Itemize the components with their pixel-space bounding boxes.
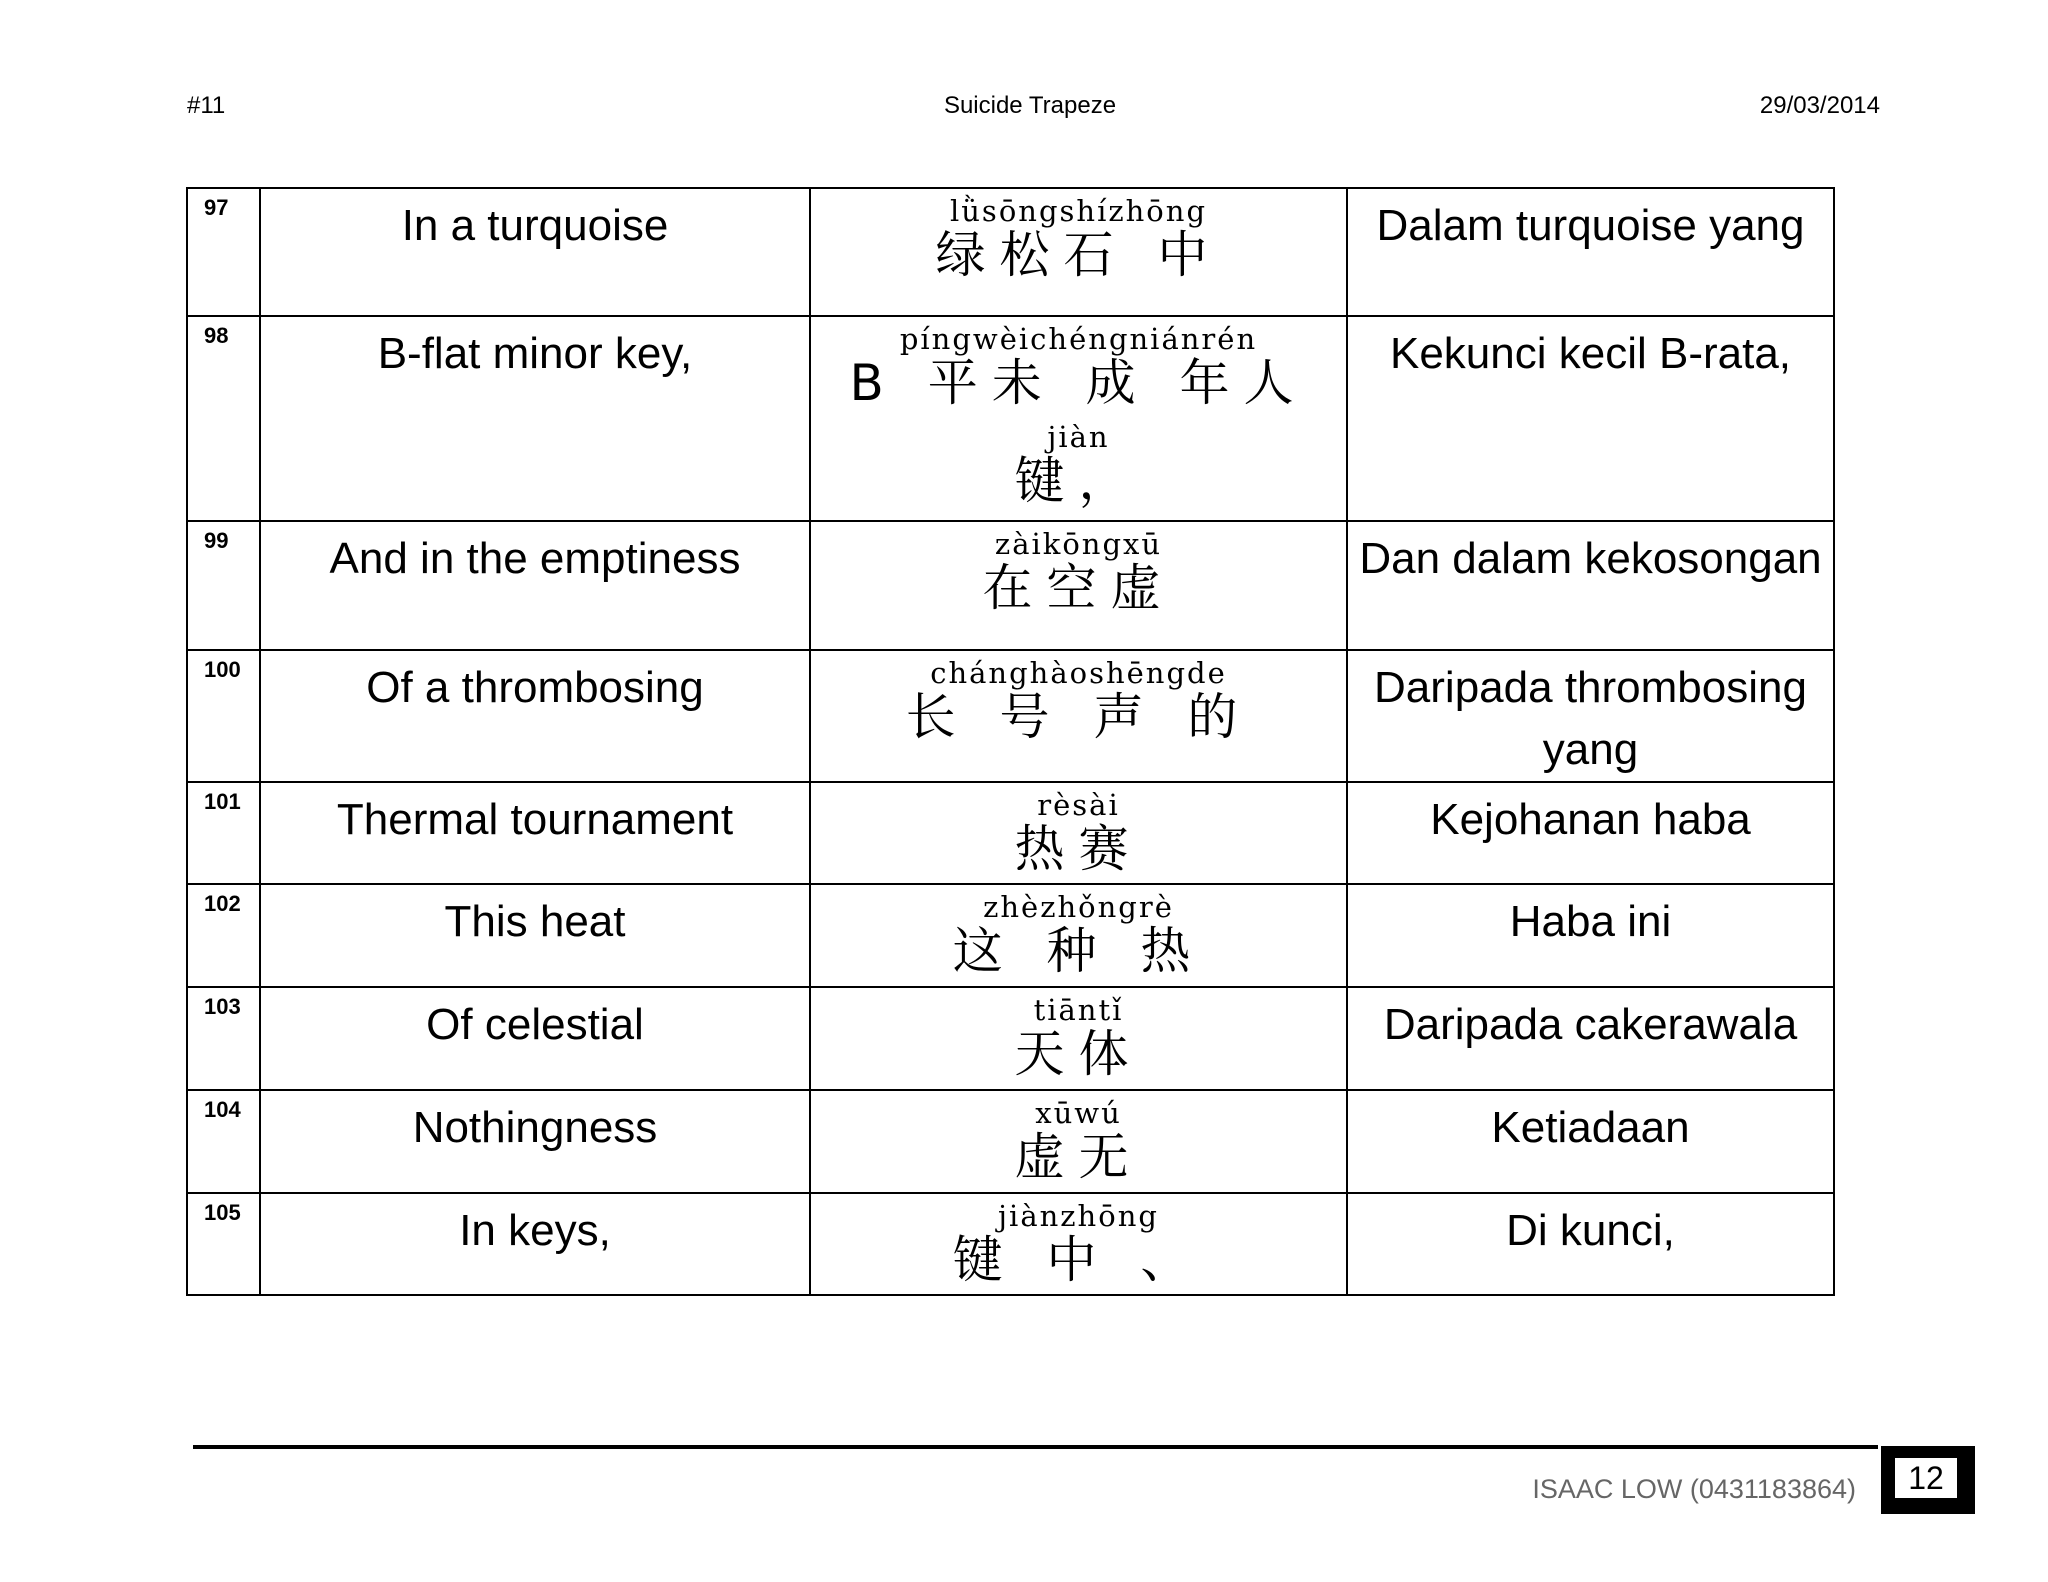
pinyin-text: píngwèichéngniánrén [899,322,1258,356]
chinese-line [810,987,1347,1090]
table-row [187,1193,1834,1295]
pinyin-text: xūwú [1035,1096,1122,1130]
hanzi-text: 在空虚 [982,559,1175,617]
malay-line: Daripada cakerawala [1347,987,1834,1090]
malay-line: Haba ini [1347,884,1834,987]
header-title: Suicide Trapeze [943,92,1117,119]
table-row [187,316,1834,521]
pinyin-text: rèsài [1037,788,1120,822]
chinese-line [810,884,1347,987]
malay-line: Kejohanan haba [1347,782,1834,884]
hanzi-text: 键， [1014,452,1143,510]
english-line: This heat [260,884,810,987]
english-line: And in the emptiness [260,521,810,650]
page-number: 12 [1895,1458,1957,1498]
english-line: In keys, [260,1193,810,1295]
line-number: 97 [187,188,260,316]
chinese-line [810,188,1347,316]
pinyin-text: zàikōngxū [994,527,1163,561]
line-number: 105 [187,1193,260,1295]
chinese-line [810,316,1347,521]
malay-line: Kekunci kecil B-rata, [1347,316,1834,521]
chinese-line [810,1090,1347,1193]
table-row [187,884,1834,987]
footer-author: ISAAC LOW (0431183864) [1532,1474,1856,1504]
malay-line: Di kunci, [1347,1193,1834,1295]
malay-line: Daripada thrombosing yang [1347,650,1834,782]
line-number: 104 [187,1090,260,1193]
line-number: 100 [187,650,260,782]
english-line: B-flat minor key, [260,316,810,521]
line-number: 102 [187,884,260,987]
chinese-line [810,521,1347,650]
page-number-box [1881,1446,1975,1514]
hanzi-text: 长 号 声 的 [905,688,1252,746]
table-row [187,521,1834,650]
hanzi-text: 键 中 、 [952,1231,1205,1289]
malay-line: Ketiadaan [1347,1090,1834,1193]
english-line: In a turquoise [260,188,810,316]
table-row [187,188,1834,316]
hanzi-text: B 平未 成 年人 [849,354,1308,412]
hanzi-text: 这 种 热 [952,922,1205,980]
footer-divider [193,1445,1878,1449]
pinyin-text: jiànzhōng [998,1199,1159,1233]
hanzi-text: 天体 [1014,1025,1143,1083]
line-number: 103 [187,987,260,1090]
header-issue-number: #11 [187,92,226,119]
table-row [187,987,1834,1090]
english-line: Of celestial [260,987,810,1090]
english-line: Nothingness [260,1090,810,1193]
table-row [187,782,1834,884]
english-line: Thermal tournament [260,782,810,884]
malay-line: Dan dalam kekosongan [1347,521,1834,650]
pinyin-text: chánghàoshēngde [930,656,1227,690]
pinyin-text: zhèzhǒngrè [983,890,1174,924]
hanzi-text: 热赛 [1014,820,1143,878]
malay-line: Dalam turquoise yang [1347,188,1834,316]
chinese-line [810,1193,1347,1295]
pinyin-text: tiāntǐ [1033,993,1124,1027]
table-row [187,650,1834,782]
pinyin-text: jiàn [1047,420,1110,454]
line-number: 99 [187,521,260,650]
english-line: Of a thrombosing [260,650,810,782]
hanzi-text: 虚无 [1014,1128,1143,1186]
header-date: 29/03/2014 [1759,92,1880,119]
table-row [187,1090,1834,1193]
pinyin-text: lǜsōngshízhōng [949,194,1208,228]
chinese-line [810,650,1347,782]
line-number: 98 [187,316,260,521]
hanzi-text: 绿松石 中 [935,226,1222,284]
chinese-line [810,782,1347,884]
translation-table [186,187,1835,1296]
line-number: 101 [187,782,260,884]
